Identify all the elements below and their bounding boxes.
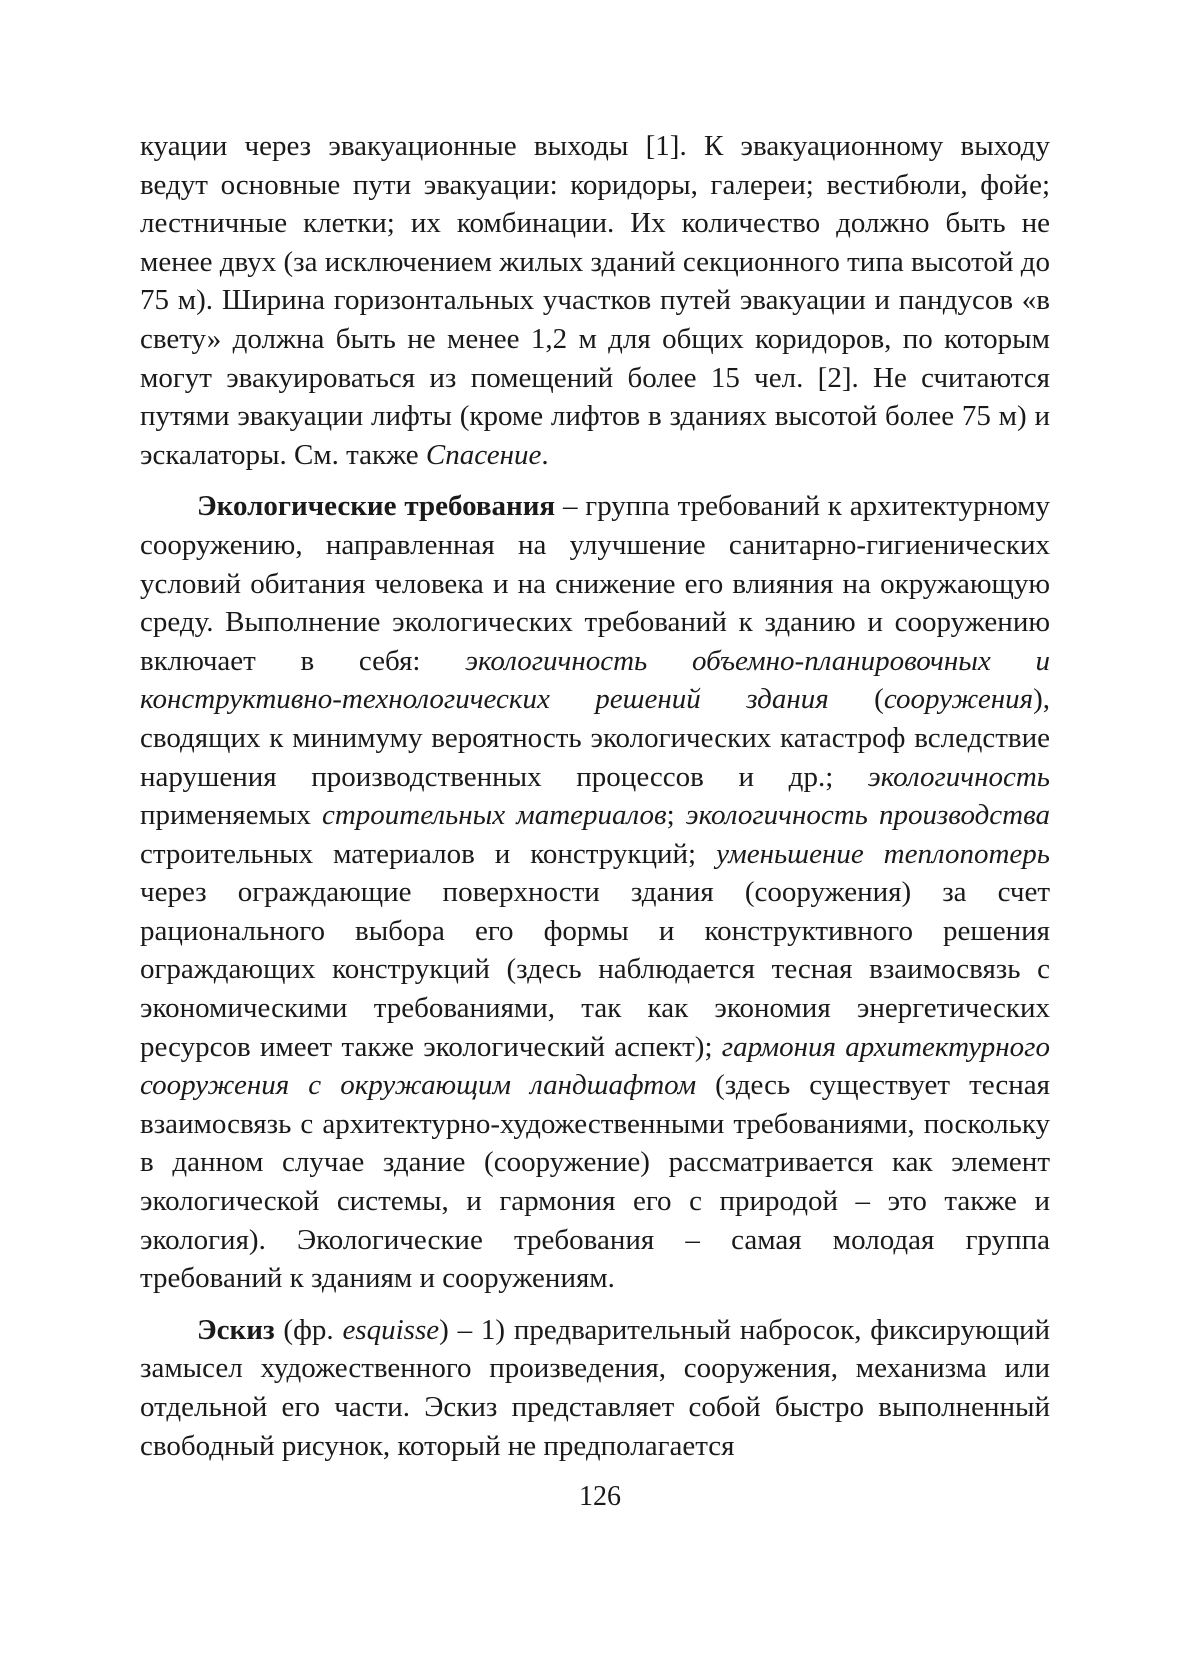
entry-text: – группа требований к архитектурному сооружению, направленная на улучшение санитарно-гигиенических условий обитания человека и на снижение его влияния на окружающую среду. Выполнение экологических требований к зданию и сооружению включает в себя: — [140, 490, 1050, 677]
entry-text: строительных материалов и конструкций; — [140, 837, 717, 870]
paragraph-evacuation-continued — [140, 127, 1050, 474]
text-column — [140, 127, 1050, 1465]
foreign-word: esquisse — [342, 1313, 440, 1346]
paragraph-end: . — [541, 438, 549, 471]
entry-text: через ограждающие поверхности здания (сооружения) за счет рационального выбора его формы и конструктивного решения ограждающих конструкций (здесь наблюдается тесная взаимосвязь с экономическими требованиями, так как экономия энергетических ресурсов имеет также экологический аспект); — [140, 876, 1050, 1063]
italic-phrase: экологичность производства — [685, 799, 1050, 832]
entry-sketch — [140, 1311, 1050, 1465]
italic-phrase: гармония архитектурного сооружения с окружающим ландшафтом — [140, 1030, 1050, 1102]
italic-phrase: экологичность — [867, 760, 1050, 793]
entry-text: ; — [666, 799, 686, 832]
italic-phrase: уменьшение теплопотерь — [716, 837, 1050, 870]
entry-term: Эскиз — [197, 1313, 275, 1346]
italic-phrase: строительных материалов — [321, 799, 667, 832]
italic-phrase: экологичность объемно-планировочных и конструктивно-технологических решений здания — [140, 644, 1050, 716]
see-also-reference: Спасение — [425, 438, 542, 471]
entry-term: Экологические требования — [197, 490, 556, 523]
entry-text: ), сводящих к минимуму вероятность экологических катастроф вследствие нарушения производственных процессов и др.; — [140, 683, 1050, 793]
entry-ecological-requirements — [140, 487, 1050, 1297]
entry-text: ( — [828, 683, 884, 716]
entry-text: ) – 1) предварительный набросок, фиксирующий замысел художественного произведения, сооружения, механизма или отдельной его части. Эскиз представляет собой быстро выполненный свободный рисунок, который не предполагается — [140, 1313, 1050, 1462]
italic-phrase: сооружения — [883, 683, 1034, 716]
page-number: 126 — [579, 1481, 621, 1512]
entry-text: применяемых — [140, 799, 322, 832]
entry-text: (здесь существует тесная взаимосвязь с архитектурно-художественными требованиями, поскольку в данном случае здание (сооружение) рассматривается как элемент экологической системы, и гармония его с природой – это также и экология). Экологические требования – самая молодая группа требований к зданиям и сооружениям. — [140, 1069, 1050, 1295]
paragraph-text: куации через эвакуационные выходы [1]. К эвакуационному выходу ведут основные пути эвакуации: коридоры, галереи; вестибюли, фойе; лестничные клетки; их комбинации. Их количество должно быть не менее двух (за исключением жилых зданий секционного типа высотой до 75 м). Ширина горизонтальных участков путей эвакуации и пандусов «в свету» должна быть не менее 1,2 м для общих коридоров, по которым могут эвакуироваться из помещений более 15 чел. [2]. Не считаются путями эвакуации лифты (кроме лифтов в зданиях высотой более 75 м) и эскалаторы. См. также — [140, 130, 1050, 471]
entry-text: (фр. — [274, 1313, 343, 1346]
